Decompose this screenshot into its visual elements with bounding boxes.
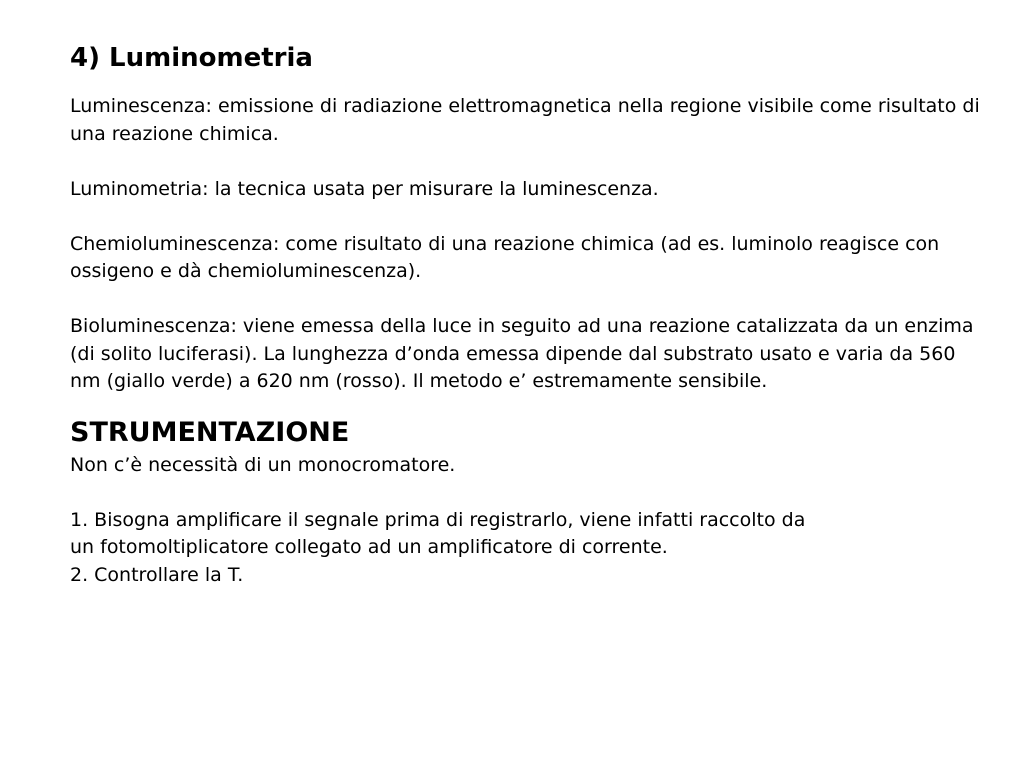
list-item-1-continued: un fotomoltiplicatore collegato ad un amplificatore di corrente. [70, 536, 668, 558]
slide-title: 4) Luminometria [70, 43, 313, 73]
list-item-1: 1. Bisogna amplificare il segnale prima di registrarlo, viene infatti raccolto da [70, 508, 806, 531]
paragraph-bioluminescenza: Bioluminescenza: viene emessa della luce in seguito ad una reazione catalizzata da un enzima (di solito luciferasi). La lunghezza d’onda emessa dipende dal substrato usato e varia da 560 nm (giallo verde) a 620 nm (rosso). Il metodo e’ estremamente sensibile. [70, 315, 974, 392]
spacer [70, 479, 980, 507]
paragraph-luminometria: Luminometria: la tecnica usata per misurare la luminescenza. [70, 177, 659, 200]
slide-content [70, 36, 980, 589]
section-intro: Non c’è necessità di un monocromatore. [70, 453, 456, 476]
list-item-2: 2. Controllare la T. [70, 563, 244, 586]
section-heading: STRUMENTAZIONE [70, 416, 350, 448]
paragraph-chemioluminescenza: Chemioluminescenza: come risultato di una reazione chimica (ad es. luminolo reagisce con ossigeno e dà chemioluminescenza). [70, 232, 940, 282]
paragraph-luminescenza: Luminescenza: emissione di radiazione elettromagnetica nella regione visibile come risultato di una reazione chimica. [70, 95, 980, 145]
